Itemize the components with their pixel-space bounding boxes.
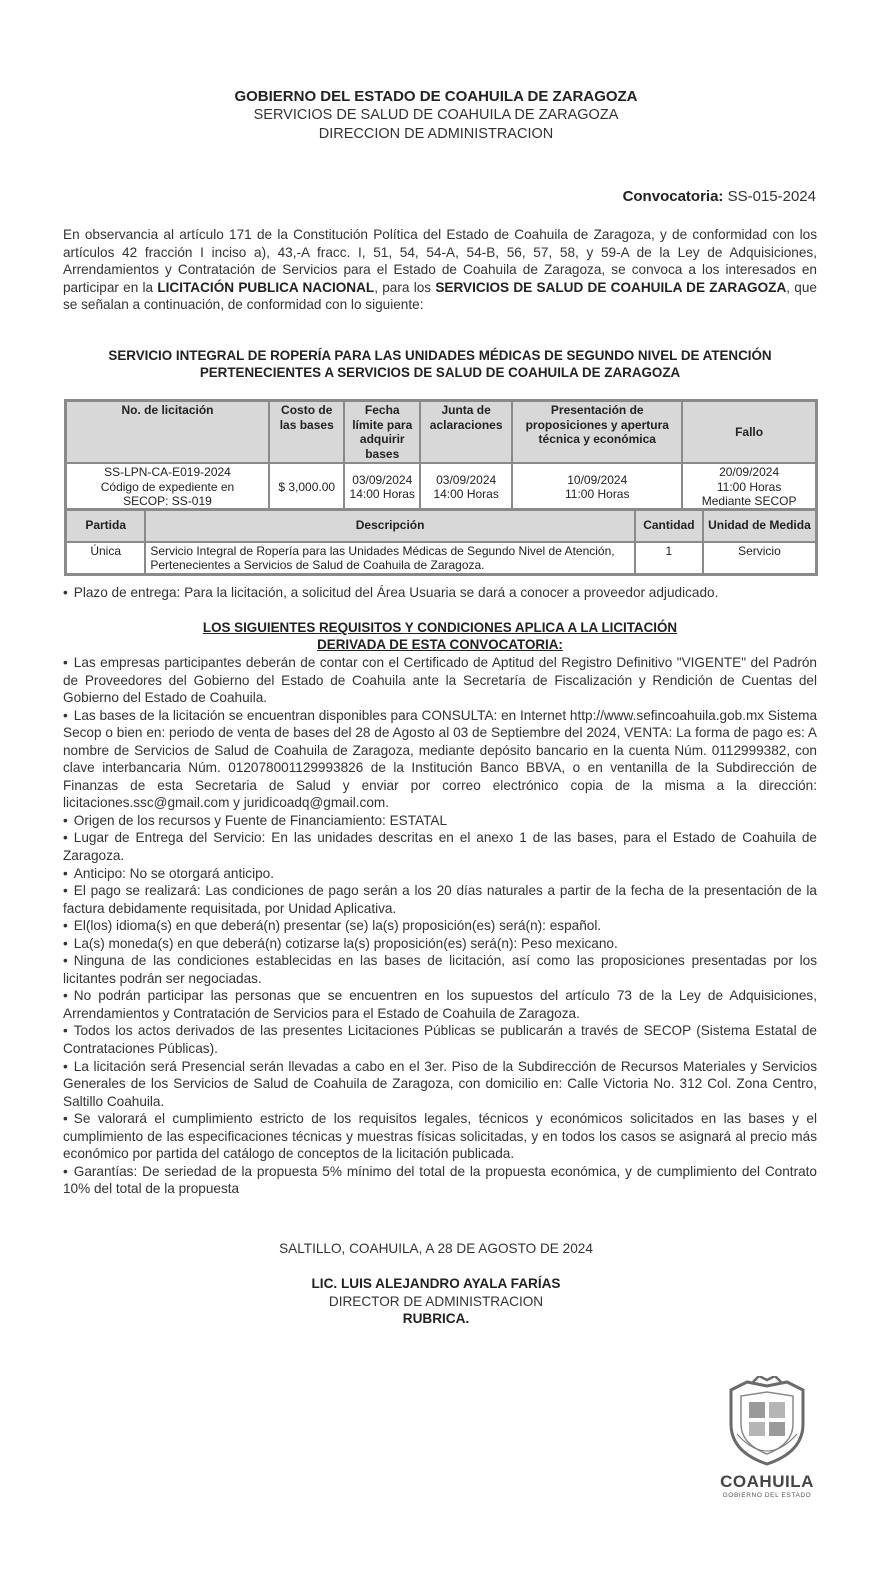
list-item-text: Ninguna de las condiciones establecidas en las bases de licitación, así como las proposiciones presentadas por los licitantes podrán ser negociadas. [63, 953, 817, 986]
bullet-icon: • [63, 918, 68, 934]
cell-unidad: Servicio [703, 542, 817, 575]
convocatoria-label: Convocatoria: [622, 188, 724, 205]
cell-partida: Única [66, 542, 146, 575]
header-government: GOBIERNO DEL ESTADO DE COAHUILA DE ZARAGOZA [234, 88, 638, 105]
bullet-icon: • [63, 1163, 68, 1179]
bullet-icon: • [63, 865, 68, 881]
col-costo-bases: Costo de las bases [269, 401, 345, 464]
list-item-text: Se valorará el cumplimiento estricto de los requisitos legales, técnicos y económicos solicitados en las bases y el cumplimiento de las especificaciones técnicas y muestras físicas solicitadas, y en todos los casos se asignará al precio más económico por partida del catálogo de conceptos de la licitación publicada. [63, 1111, 817, 1162]
junta-date: 03/09/2024 [436, 472, 497, 487]
coahuila-logo [713, 1376, 821, 1504]
list-item [63, 812, 817, 830]
presentacion-time: 11:00 Horas [565, 487, 630, 501]
cell-junta [420, 463, 512, 512]
licitacion-table [64, 399, 818, 513]
list-item-text: Origen de los recursos y Fuente de Financiamiento: ESTATAL [73, 812, 448, 828]
list-item [63, 1110, 817, 1163]
convocatoria-value: SS-015-2024 [727, 188, 816, 205]
list-item [63, 935, 817, 953]
cell-fallo [682, 463, 816, 512]
intro-bold-licitacion: LICITACIÓN PUBLICA NACIONAL [157, 279, 375, 295]
list-item-text: El(los) idioma(s) en que deberá(n) presentar (se) la(s) proposición(es) será(n): español. [73, 918, 602, 934]
cell-cantidad: 1 [635, 542, 703, 575]
intro-text-3: , que se señalan a continuación, de conformidad con lo siguiente: [63, 279, 817, 313]
presentacion-date: 10/09/2024 [567, 472, 628, 487]
header-health-services: SERVICIOS DE SALUD DE COAHUILA DE ZARAGOZA [253, 107, 619, 123]
col-unidad-medida: Unidad de Medida [703, 510, 817, 543]
list-item-text: Todos los actos derivados de las presentes Licitaciones Públicas se publicarán a través de SECOP (Sistema Estatal de Contrataciones Públicas). [63, 1023, 817, 1057]
bullet-icon: • [63, 935, 68, 951]
list-item-text: Garantías: De seriedad de la propuesta 5% mínimo del total de la propuesta económica, y de cumplimiento del Contrato 10% del total de la propuesta [63, 1163, 817, 1197]
signatory-name: LIC. LUIS ALEJANDRO AYALA FARÍAS [311, 1276, 561, 1291]
requisitos-title [63, 619, 817, 653]
col-presentacion: Presentación de proposiciones y apertura técnica y económica [512, 401, 682, 464]
table-row [66, 463, 817, 512]
intro-text-1: En observancia al artículo 171 de la Constitución Política del Estado de Coahuila de Zaragoza, y de conformidad con los artículos 42 fracción I inciso a), 43,-A fracc. I, 51, 54, 54-A, 54-B, 56, 57, 58, y 59-A de la Ley de Adquisiciones, Arrendamientos y Contratación de Servicios para el Estado de Coahuila de Zaragoza, se convoca a los interesados en participar en la [63, 227, 817, 295]
list-item [63, 1022, 817, 1057]
bullet-icon: • [63, 1111, 68, 1127]
convocatoria-number [623, 188, 816, 205]
header-administration: DIRECCION DE ADMINISTRACION [318, 126, 554, 142]
bullet-icon: • [63, 953, 68, 969]
list-item [63, 654, 817, 707]
list-item-text: La licitación será Presencial serán llevadas a cabo en el 3er. Piso de la Subdirección de Recursos Materiales y Servicios Generales de los Servicios de Salud de Coahuila de Zaragoza, con domicilio en: Calle Victoria No. 312 Col. Zona Centro, Saltillo Coahuila. [63, 1058, 817, 1109]
service-title [63, 347, 817, 381]
junta-time: 14:00 Horas [433, 487, 499, 501]
document-header [0, 87, 872, 144]
licitacion-number: SS-LPN-CA-E019-2024 [104, 465, 231, 480]
bullet-icon: • [63, 585, 68, 600]
partida-table-header [66, 510, 817, 543]
rubrica-label: RUBRICA. [402, 1311, 470, 1326]
bullet-icon: • [63, 988, 68, 1004]
expediente-label: Código de expediente en [100, 479, 235, 494]
service-title-line-2: PERTENECIENTES A SERVICIOS DE SALUD DE COAHUILA DE ZARAGOZA [199, 365, 681, 380]
bullet-icon: • [63, 1058, 68, 1074]
bullet-icon: • [63, 812, 68, 828]
bullet-icon: • [63, 883, 68, 899]
logo-wordmark: COAHUILA [720, 1472, 814, 1491]
col-descripcion: Descripción [145, 510, 635, 543]
list-item-text: Lugar de Entrega del Servicio: En las unidades descritas en el anexo 1 de las bases, para el Estado de Coahuila de Zaragoza. [63, 830, 817, 864]
requisitos-list [63, 654, 817, 1198]
licitacion-table-header [66, 401, 817, 464]
bullet-icon: • [63, 707, 68, 723]
requisitos-title-line-1: LOS SIGUIENTES REQUISITOS Y CONDICIONES APLICA A LA LICITACIÓN [202, 620, 678, 635]
list-item [63, 987, 817, 1022]
signatory-title: DIRECTOR DE ADMINISTRACION [328, 1293, 544, 1309]
logo-subtitle: GOBIERNO DEL ESTADO [722, 1492, 812, 1499]
list-item-text: El pago se realizará: Las condiciones de pago serán a los 20 días naturales a partir de la fecha de la presentación de la factura debidamente requisitada, por Unidad Aplicativa. [63, 883, 817, 916]
col-partida: Partida [66, 510, 146, 543]
col-fallo: Fallo [682, 401, 816, 464]
plazo-text: Plazo de entrega: Para la licitación, a solicitud del Área Usuaria se dará a conocer a proveedor adjudicado. [73, 585, 719, 600]
list-item [63, 882, 817, 917]
intro-paragraph [63, 226, 817, 314]
plazo-entrega [63, 584, 817, 601]
list-item [63, 829, 817, 864]
list-item [63, 1163, 817, 1198]
col-no-licitacion: No. de licitación [66, 401, 269, 464]
list-item-text: Anticipo: No se otorgará anticipo. [73, 865, 275, 881]
expediente-code: SECOP: SS-019 [123, 494, 212, 509]
fallo-mode: Mediante SECOP [701, 494, 797, 509]
table-row [66, 542, 817, 575]
fecha-limite-time: 14:00 Horas [349, 487, 415, 501]
intro-text-2: , para los [374, 279, 436, 295]
intro-bold-servicios: SERVICIOS DE SALUD DE COAHUILA DE ZARAGOZA [435, 279, 787, 295]
col-junta-aclaraciones: Junta de aclaraciones [420, 401, 512, 464]
col-fecha-limite: Fecha límite para adquirir bases [344, 401, 420, 464]
bullet-icon: • [63, 1023, 68, 1039]
cell-descripcion: Servicio Integral de Ropería para las Unidades Médicas de Segundo Nivel de Atención, Pertenecientes a Servicios de Salud de Coahuila de Zaragoza. [145, 542, 635, 575]
cell-presentacion [512, 463, 682, 512]
list-item-text: Las bases de la licitación se encuentran disponibles para CONSULTA: en Internet http://www.sefincoahuila.gob.mx Sistema Secop o bien en: periodo de venta de bases del 28 de Agosto al 03 de Septiembre del 2024, VENTA: La forma de pago es: A nombre de Servicios de Salud de Coahuila de Zaragoza, mediante depósito bancario en la cuenta Núm. 0112999382, con clave interbancaria Núm. 012078001129993826 de la Institución Banco BBVA, o en ventanilla de la Subdirección de Finanzas de esta Secretaria de Salud y enviar por correo electrónico copia de la misma a la dirección: licitaciones.ssc@gmail.com y juridicoadq@gmail.com. [63, 707, 817, 811]
list-item [63, 707, 817, 812]
requisitos-title-line-2: DERIVADA DE ESTA CONVOCATORIA: [317, 637, 563, 652]
service-title-line-1: SERVICIO INTEGRAL DE ROPERÍA PARA LAS UNIDADES MÉDICAS DE SEGUNDO NIVEL DE ATENCIÓN [108, 348, 772, 363]
list-item-text: La(s) moneda(s) en que deberá(n) cotizarse la(s) proposición(es) será(n): Peso mexicano. [73, 935, 618, 951]
list-item [63, 865, 817, 883]
list-item-text: No podrán participar las personas que se encuentren en los supuestos del artículo 73 de la Ley de Adquisiciones, Arrendamientos y Contratación de Servicios para el Estado de Coahuila de Zaragoza. [63, 988, 817, 1021]
col-cantidad: Cantidad [635, 510, 703, 543]
list-item-text: Las empresas participantes deberán de contar con el Certificado de Aptitud del Registro Definitivo "VIGENTE" del Padrón de Proveedores del Gobierno del Estado de Coahuila ante la Secretaría de Fiscalización y Rendición de Cuentas del Gobierno del Estado de Coahuila. [63, 655, 817, 706]
coat-of-arms-icon [719, 1376, 815, 1468]
fecha-limite-date: 03/09/2024 [352, 472, 413, 487]
partida-table [64, 508, 818, 576]
list-item [63, 917, 817, 935]
list-item [63, 952, 817, 987]
cell-fecha-limite [344, 463, 420, 512]
place-date: SALTILLO, COAHUILA, A 28 DE AGOSTO DE 2024 [279, 1241, 593, 1256]
cell-licitacion [66, 463, 269, 512]
cell-costo: $ 3,000.00 [269, 463, 345, 512]
list-item [63, 1058, 817, 1111]
bullet-icon: • [63, 655, 68, 670]
signature-block [0, 1275, 872, 1328]
fallo-date: 20/09/2024 [719, 465, 780, 480]
bullet-icon: • [63, 830, 68, 846]
fallo-time: 11:00 Horas [716, 479, 782, 494]
